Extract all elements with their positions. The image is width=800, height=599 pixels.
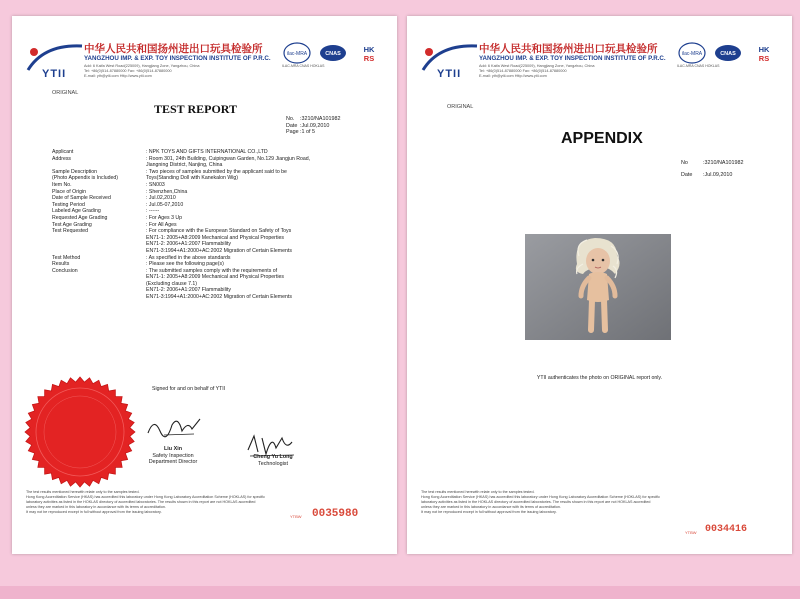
original-label: ORIGINAL (52, 90, 79, 96)
field-value: : ------ (146, 208, 160, 215)
report-field-row (52, 189, 372, 196)
field-label (52, 241, 146, 248)
signer-1: Liu Xin Safety Inspection Department Director (148, 446, 198, 466)
field-label (52, 248, 146, 255)
field-label: Date of Sample Received (52, 195, 111, 202)
appendix-meta: No :3210/NA101982 Date :Jul.09,2010 (681, 160, 744, 178)
field-label: Address (52, 155, 72, 162)
field-value: EN71-3:1994+A1:2000+AC:2002 Migration of Certain Elements (146, 294, 292, 301)
report-field-row (52, 162, 372, 169)
report-field-row (52, 169, 372, 176)
logo-text: YTII (437, 68, 462, 80)
serial-prefix: YTBW (685, 530, 697, 535)
report-field-row (52, 156, 372, 163)
field-label: Test Method (52, 254, 81, 261)
photo-caption: YTII authenticates the photo on ORIGINAL report only. (536, 375, 663, 381)
field-label: Sample Description (52, 168, 97, 175)
serial-number: 0034416 (705, 524, 748, 535)
appendix-title: APPENDIX (561, 130, 643, 147)
field-label: Item No. (52, 181, 72, 188)
fine-print: The test results mentioned herewith relate only to the samples tested. Hong Kong Accreditation Service (HKAS) has accredited this laboratory under Hong Kong Laboratory Accreditation Scheme (HOKLAS) for specific laboratory activities as listed in the HOKLAS directory of accredited laboratories. The results shown in this report are not HOKLAS accredited unless they are marked in this laboratory in accordance with its terms of accreditation. It may not be reproduced except in full without approval from the issuing laboratory. (421, 490, 660, 514)
signature-1-icon (144, 411, 204, 441)
report-field-row (52, 261, 372, 268)
svg-text:CNAS: CNAS (325, 51, 341, 57)
signer-2: Cheng Yu Long Technologist (253, 454, 293, 467)
report-field-row (52, 241, 372, 248)
letterhead (419, 38, 781, 86)
report-field-row (52, 287, 372, 294)
hkrs-icon (749, 42, 779, 64)
report-field-row (52, 149, 372, 156)
signed-for: Signed for and on behalf of YTII (152, 386, 226, 392)
field-value: : SN003 (146, 181, 165, 188)
report-field-row (52, 182, 372, 189)
field-label (52, 235, 146, 242)
field-value: : NPK TOYS AND GIFTS INTERNATIONAL CO.,LTD (146, 149, 268, 155)
field-value: Jiangning District, Nanjing, China (146, 162, 223, 169)
field-label (52, 162, 146, 169)
svg-text:CNAS: CNAS (720, 51, 736, 57)
report-field-row (52, 228, 372, 235)
report-field-row (52, 281, 372, 288)
field-label: (Photo Appendix is Included) (52, 175, 119, 182)
report-meta: No. :3210/NA101982 Date :Jul.09,2010 Page:1 of 5 (286, 116, 341, 136)
report-field-row (52, 248, 372, 255)
report-field-row (52, 208, 372, 215)
letterhead (24, 38, 386, 86)
bottom-band (0, 586, 800, 599)
report-title: TEST REPORT (154, 102, 238, 116)
field-value: : For compliance with the European Standard on Safety of Toys (146, 228, 292, 235)
field-label: Testing Period (52, 201, 85, 208)
field-value: : Two pieces of samples submitted by the applicant said to be (146, 168, 287, 175)
cnas-icon (318, 42, 348, 64)
field-label (52, 287, 146, 294)
svg-text:HK: HK (758, 45, 770, 54)
field-label: Place of Origin (52, 188, 87, 195)
report-field-row (52, 202, 372, 209)
ilac-mra-icon (677, 42, 707, 64)
field-label: Conclusion (52, 267, 78, 274)
appendix-page (407, 16, 792, 554)
report-field-row (52, 222, 372, 229)
field-value: Toys(Standing Doll with Kanekalon Wig) (146, 175, 238, 182)
svg-text:ilac-MRA: ilac-MRA (681, 51, 703, 57)
svg-text:RS: RS (363, 54, 375, 63)
sample-photo (525, 234, 671, 340)
institute-name-en: YANGZHOU IMP. & EXP. TOY INSPECTION INSTITUTE OF P.R.C. (84, 55, 271, 62)
field-value: : Jul.02,2010 (146, 195, 176, 202)
field-value: : Jul.05-07,2010 (146, 201, 184, 208)
institute-address: Add: 6 Kaifa West Road(225009), Hangjiang Zone, Yangzhou, China Tel: +86(0)514-87880000 Fax: +86(0)514-87880000 E-mail: yth@ytii.com Http://www.ytii.com (479, 64, 595, 78)
original-label: ORIGINAL (447, 104, 474, 110)
report-field-row (52, 235, 372, 242)
report-field-row (52, 294, 372, 301)
field-label: Test Age Grading (52, 221, 92, 228)
field-value: EN71-1: 2005+A8:2009 Mechanical and Physical Properties (146, 234, 284, 241)
svg-text:HK: HK (363, 45, 375, 54)
doll-photo-icon (525, 234, 671, 340)
serial-number: 0035980 (312, 508, 359, 520)
report-field-row (52, 175, 372, 182)
report-field-row (52, 195, 372, 202)
test-report-page (12, 16, 397, 554)
field-value: : For All Ages (146, 221, 177, 228)
svg-text:RS: RS (758, 54, 770, 63)
field-value: : Please see the following page(s) (146, 261, 224, 268)
accreditation-caption: ILAC-MRA CNAS HOKLAS (282, 64, 325, 68)
serial-prefix: YTBW (290, 514, 302, 519)
field-label (52, 294, 146, 301)
field-label: Applicant (52, 149, 74, 155)
field-value: EN71-1: 2005+A8:2009 Mechanical and Physical Properties (146, 274, 284, 281)
report-fields (52, 149, 372, 301)
cnas-icon (713, 42, 743, 64)
field-label: Results (52, 261, 70, 268)
field-value: : Shenzhen,China (146, 188, 188, 195)
field-value: : Room 301, 24th Building, Cuipingwan Garden, No.129 Jiangjun Road, (146, 155, 311, 162)
ilac-mra-icon (282, 42, 312, 64)
field-value: : The submitted samples comply with the requirements of (146, 267, 278, 274)
report-field-row (52, 215, 372, 222)
field-value: : For Ages 3 Up (146, 214, 183, 221)
institute-name-en: YANGZHOU IMP. & EXP. TOY INSPECTION INSTITUTE OF P.R.C. (479, 55, 666, 62)
report-field-row (52, 274, 372, 281)
accreditation-caption: ILAC-MRA CNAS HOKLAS (677, 64, 720, 68)
field-value: : As specified in the above standards (146, 254, 231, 261)
institute-address: Add: 6 Kaifa West Road(225009), Hangjiang Zone, Yangzhou, China Tel: +86(0)514-87880000 Fax: +86(0)514-87880000 E-mail: yth@ytii.com Http://www.ytii.com (84, 64, 200, 78)
red-seal-icon (24, 376, 136, 488)
field-label (52, 281, 146, 288)
logo-text: YTII (42, 68, 67, 80)
fine-print: The test results mentioned herewith relate only to the samples tested. Hong Kong Accreditation Service (HKAS) has accredited this laboratory under Hong Kong Laboratory Accreditation Scheme (HOKLAS) for specific laboratory activities as listed in the HOKLAS directory of accredited laboratories. The results shown in this report are not HOKLAS accredited unless they are marked in this laboratory in accordance with its terms of accreditation. It may not be reproduced except in full without approval from the issuing laboratory. (26, 490, 265, 514)
field-label: Test Requested (52, 228, 89, 235)
institute-name-cn: 中华人民共和国扬州进出口玩具检验所 (479, 43, 658, 55)
field-value: EN71-2: 2006+A1:2007 Flammability (146, 287, 231, 294)
hkrs-icon (354, 42, 384, 64)
report-field-row (52, 268, 372, 275)
institute-name-cn: 中华人民共和国扬州进出口玩具检验所 (84, 43, 263, 55)
svg-text:ilac-MRA: ilac-MRA (286, 51, 308, 57)
field-value: EN71-2: 2006+A1:2007 Flammability (146, 241, 231, 248)
field-value: (Excluding clause 7.1) (146, 280, 198, 287)
field-label (52, 274, 146, 281)
field-label: Labeled Age Grading (52, 208, 101, 215)
report-field-row (52, 255, 372, 262)
field-label: Requested Age Grading (52, 214, 108, 221)
field-value: EN71-3:1994+A1:2000+AC:2002 Migration of Certain Elements (146, 247, 292, 254)
